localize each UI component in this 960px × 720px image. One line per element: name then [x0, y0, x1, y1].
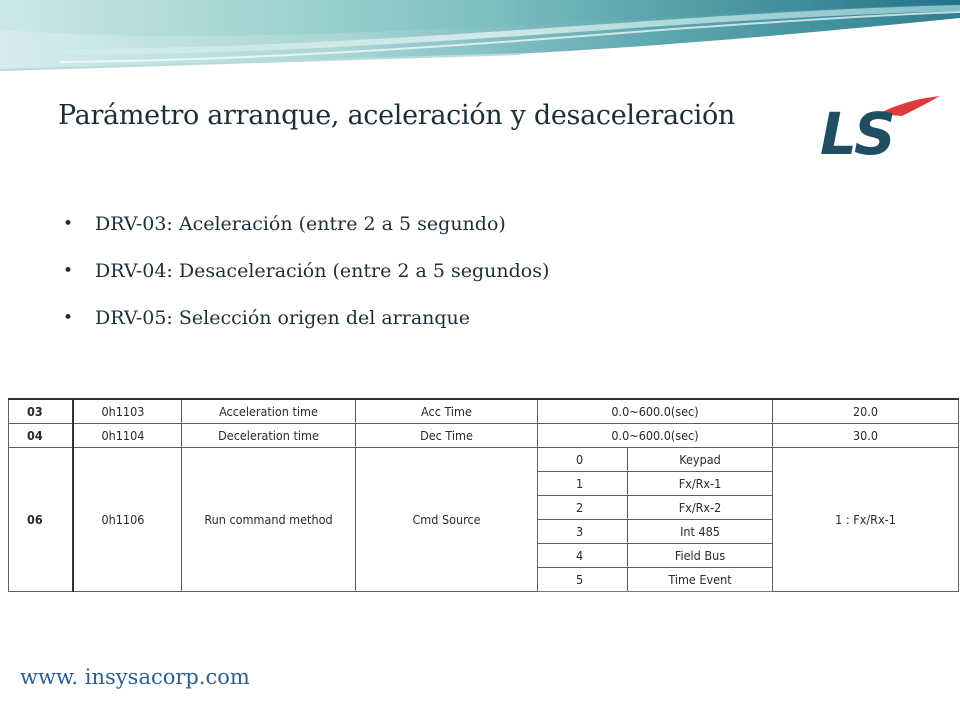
option-value: 3 [538, 520, 628, 544]
option-label: Time Event [628, 568, 773, 592]
header-wave-banner [0, 0, 960, 80]
table-row [9, 399, 959, 424]
bullet-text: DRV-04: Desaceleración (entre 2 a 5 segundos) [95, 260, 550, 282]
option-value: 2 [538, 496, 628, 520]
bullet-text: DRV-05: Selección origen del arranque [95, 307, 471, 329]
param-number: 06 [9, 448, 73, 592]
svg-text:LS: LS [820, 100, 893, 158]
option-value: 5 [538, 568, 628, 592]
ls-logo [818, 96, 942, 158]
param-range: 0.0~600.0(sec) [538, 399, 773, 424]
param-name: Acceleration time [182, 399, 356, 424]
option-value: 0 [538, 448, 628, 472]
param-code: 0h1103 [73, 399, 182, 424]
option-label: Int 485 [628, 520, 773, 544]
param-display: Cmd Source [356, 448, 538, 592]
param-code: 0h1106 [73, 448, 182, 592]
param-name: Run command method [182, 448, 356, 592]
slide-title: Parámetro arranque, aceleración y desaceleración [58, 100, 736, 131]
bullet-item [60, 205, 549, 252]
bullet-item [60, 252, 549, 299]
option-value: 4 [538, 544, 628, 568]
bullet-list [60, 205, 549, 346]
table-row [9, 448, 959, 472]
param-range: 0.0~600.0(sec) [538, 424, 773, 448]
footer-website-link[interactable]: www. insysacorp.com [20, 665, 250, 689]
bullet-dot: • [63, 214, 74, 234]
bullet-item [60, 299, 549, 346]
param-number: 04 [9, 424, 73, 448]
option-label: Field Bus [628, 544, 773, 568]
param-number: 03 [9, 399, 73, 424]
bullet-text: DRV-03: Aceleración (entre 2 a 5 segundo) [95, 213, 506, 235]
option-label: Fx/Rx-2 [628, 496, 773, 520]
param-display: Acc Time [356, 399, 538, 424]
parameter-table [8, 398, 959, 592]
param-name: Deceleration time [182, 424, 356, 448]
param-display: Dec Time [356, 424, 538, 448]
param-default: 20.0 [773, 399, 959, 424]
param-default: 30.0 [773, 424, 959, 448]
param-code: 0h1104 [73, 424, 182, 448]
option-label: Fx/Rx-1 [628, 472, 773, 496]
bullet-dot: • [63, 308, 74, 328]
table-row [9, 424, 959, 448]
param-default: 1 : Fx/Rx-1 [773, 448, 959, 592]
option-value: 1 [538, 472, 628, 496]
bullet-dot: • [63, 261, 74, 281]
option-label: Keypad [628, 448, 773, 472]
